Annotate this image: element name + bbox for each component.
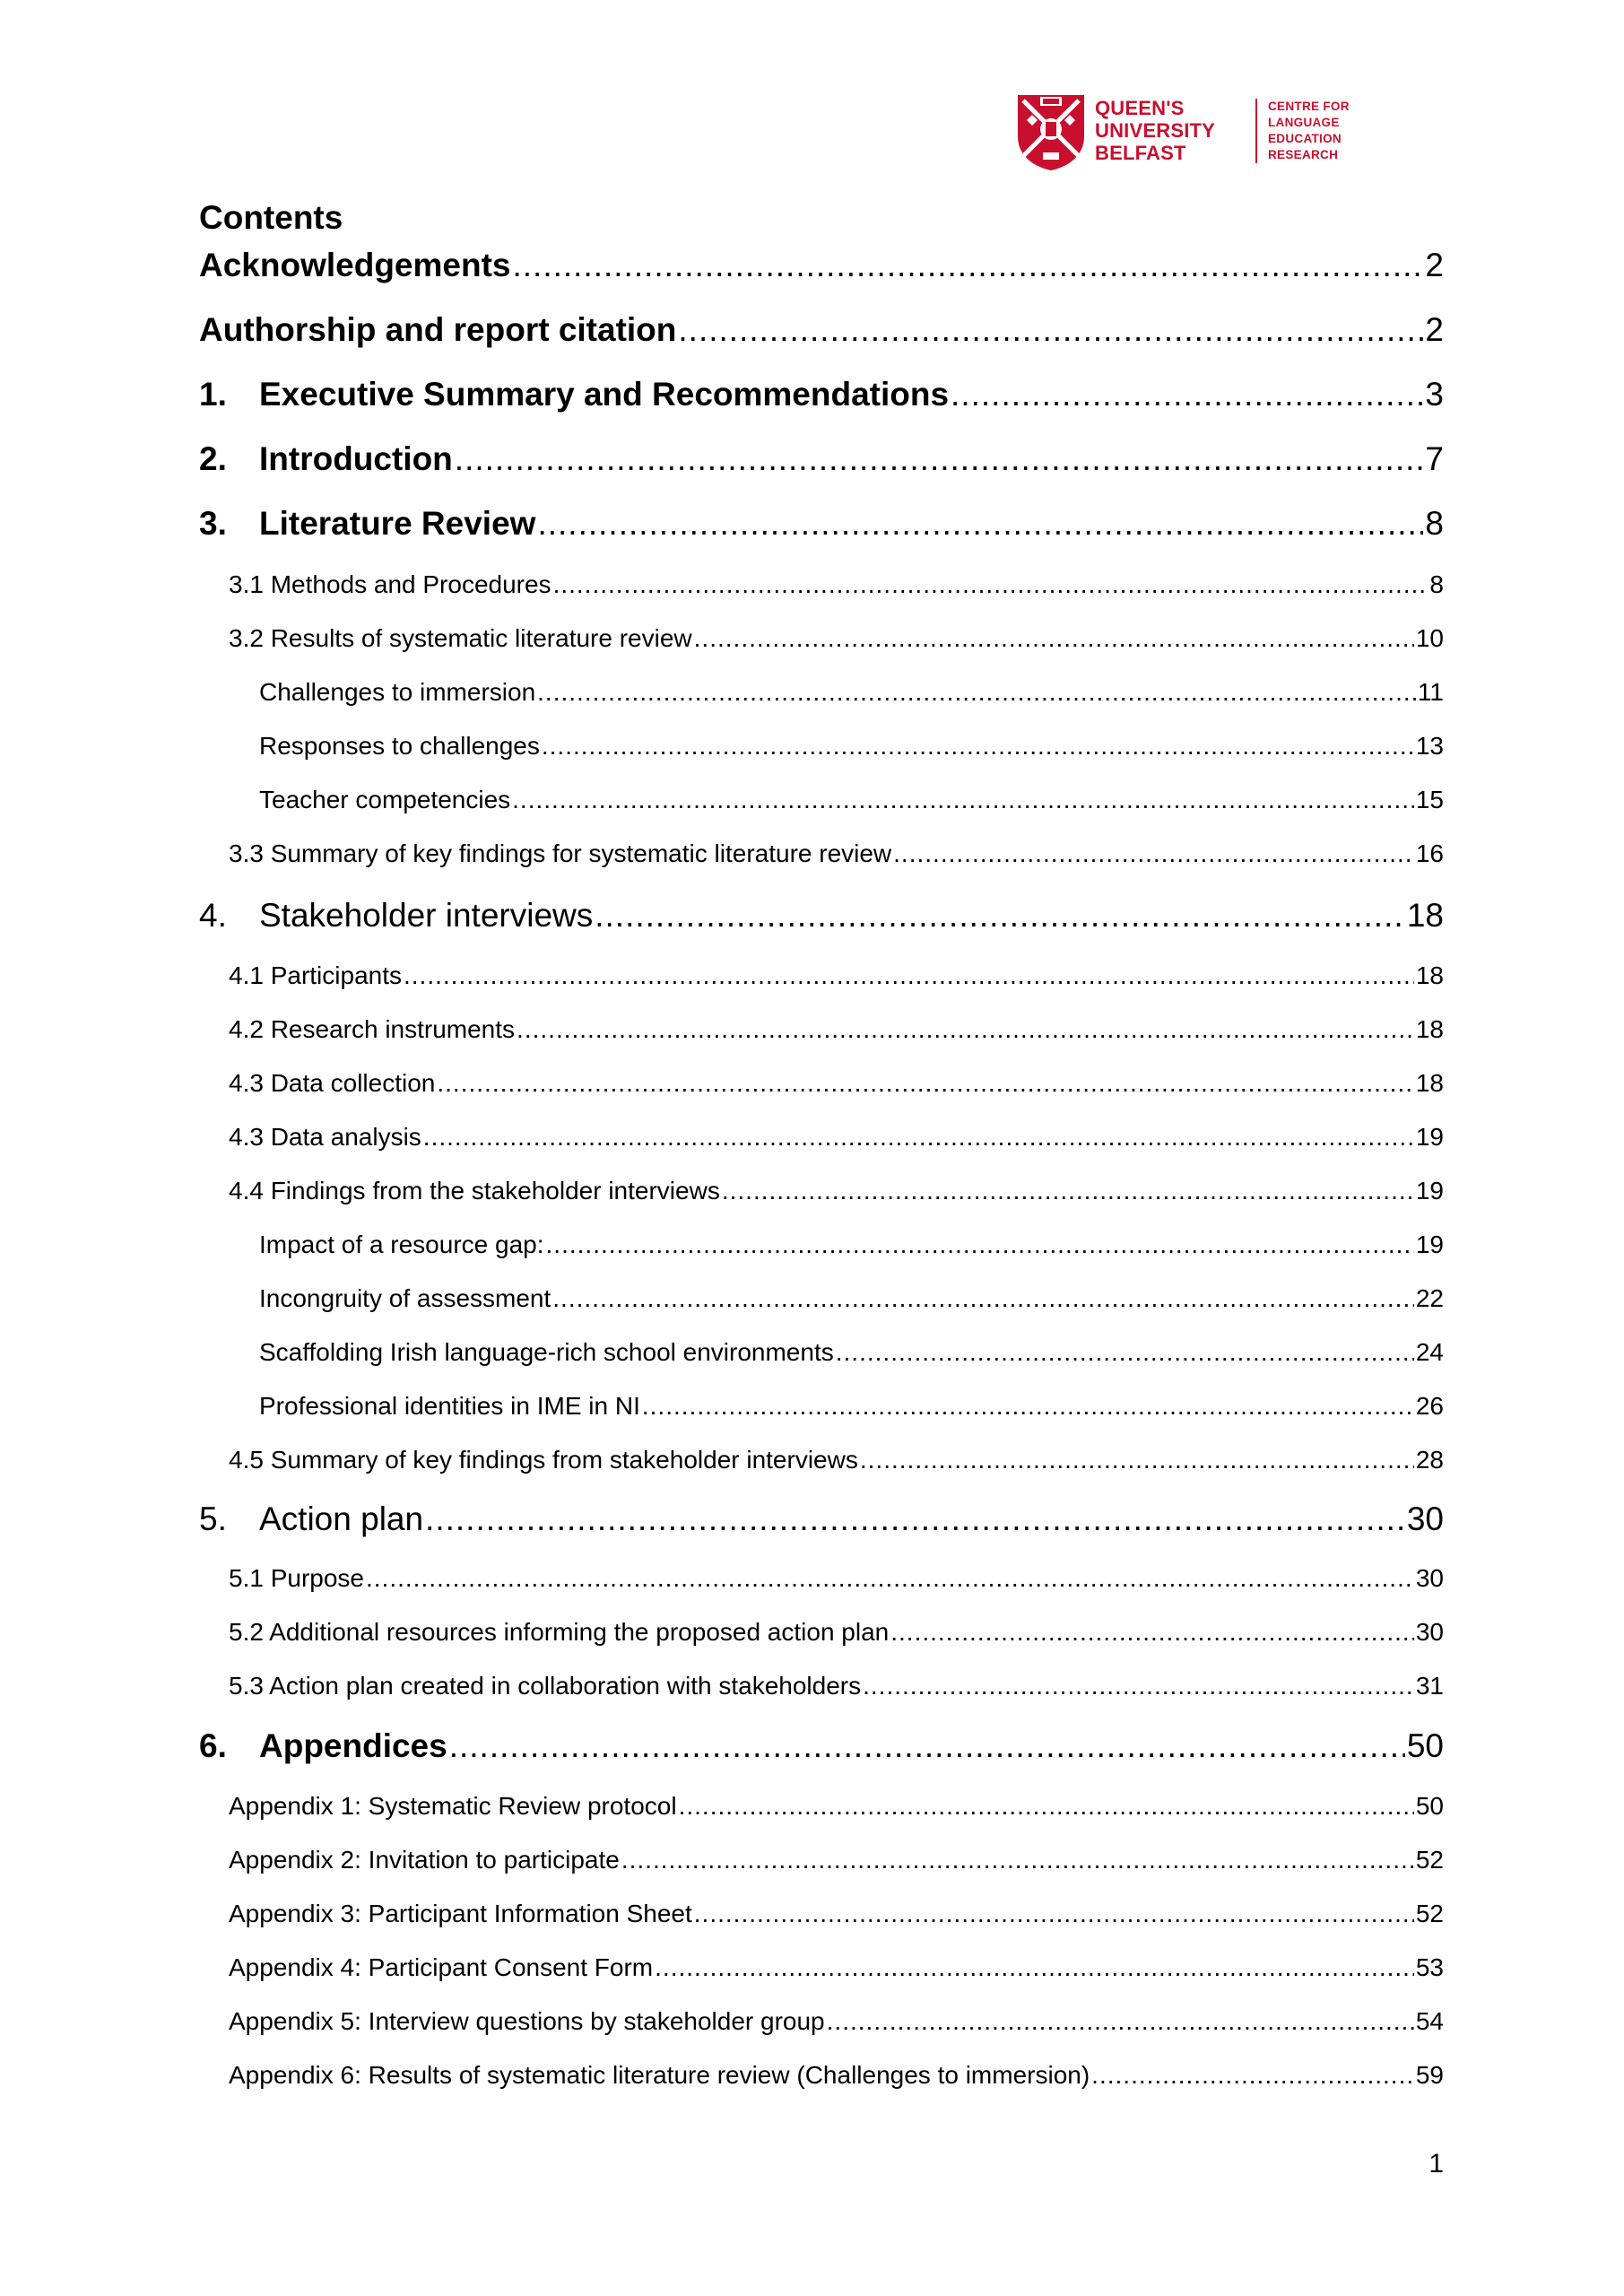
- toc-entry-page: 3: [1425, 376, 1444, 413]
- toc-entry-number: 5.: [199, 1500, 227, 1537]
- centre-line: LANGUAGE: [1268, 116, 1340, 129]
- toc-entry-label: Acknowledgements: [199, 247, 511, 283]
- toc-entry-label: 4.3 Data analysis: [229, 1123, 421, 1151]
- toc-entry-page: 30: [1415, 1618, 1444, 1646]
- toc-entry-introduction[interactable]: [199, 440, 1444, 478]
- toc-entry-page: 30: [1415, 1564, 1444, 1592]
- toc-entry-label: 3.2 Results of systematic literature review: [229, 624, 692, 652]
- toc-entry-acknowledgements[interactable]: [199, 247, 1444, 284]
- toc-entry-page: 28: [1415, 1446, 1444, 1474]
- toc-leader-dots: [655, 1953, 1414, 1982]
- toc-entry-label: Action plan: [259, 1500, 424, 1537]
- university-name: [1095, 97, 1215, 164]
- toc-leader-dots: [860, 1446, 1414, 1474]
- toc-entry-label: Scaffolding Irish language-rich school environments: [259, 1338, 834, 1366]
- toc-entry-page: 22: [1415, 1284, 1444, 1312]
- toc-leader-dots: [546, 1231, 1414, 1259]
- toc-entry-label: Appendix 6: Results of systematic literature review (Challenges to immersion): [229, 2061, 1090, 2089]
- toc-leader-dots: [890, 1618, 1414, 1647]
- toc-entry-action-plan[interactable]: [199, 1500, 1444, 1538]
- toc-entry-label: 4.1 Participants: [229, 961, 402, 989]
- toc-entry-number: 4.: [199, 897, 227, 934]
- contents-heading: Contents: [199, 199, 343, 236]
- toc-leader-dots: [893, 839, 1414, 868]
- toc-entry-summary-slr[interactable]: [229, 839, 1444, 868]
- toc-entry-page: 52: [1415, 1846, 1444, 1874]
- toc-leader-dots: [423, 1123, 1414, 1152]
- toc-entry-label: 3.1 Methods and Procedures: [229, 570, 551, 598]
- toc-leader-dots: [366, 1564, 1414, 1593]
- toc-entry-data-collection[interactable]: [229, 1069, 1444, 1098]
- toc-leader-dots: [437, 1069, 1413, 1098]
- toc-leader-dots: [621, 1846, 1414, 1874]
- toc-entry-page: 59: [1415, 2061, 1444, 2089]
- toc-entry-number: 3.: [199, 505, 227, 542]
- toc-entry-label: 4.4 Findings from the stakeholder interviews: [229, 1177, 720, 1205]
- toc-leader-dots: [595, 897, 1405, 935]
- centre-name: [1268, 99, 1350, 163]
- toc-entry-label: 4.5 Summary of key findings from stakeholder interviews: [229, 1446, 858, 1474]
- toc-entry-page: 30: [1406, 1500, 1444, 1537]
- toc-entry-participants[interactable]: [229, 961, 1444, 990]
- toc-entry-page: 8: [1429, 570, 1444, 598]
- toc-entry-label: 5.2 Additional resources informing the proposed action plan: [229, 1618, 890, 1646]
- toc-entry-executive-summary[interactable]: [199, 376, 1444, 413]
- university-line: UNIVERSITY: [1095, 119, 1216, 142]
- toc-entry-page: 19: [1415, 1177, 1444, 1205]
- toc-entry-page: 50: [1415, 1792, 1444, 1820]
- toc-entry-action-plan-collab[interactable]: [229, 1672, 1444, 1700]
- toc-entry-page: 15: [1415, 786, 1444, 813]
- toc-entry-page: 11: [1417, 678, 1444, 706]
- centre-line: CENTRE FOR: [1268, 100, 1350, 113]
- university-crest-icon: [1016, 93, 1086, 172]
- toc-leader-dots: [951, 376, 1423, 413]
- toc-entry-findings[interactable]: [229, 1177, 1444, 1205]
- toc-entry-page: 26: [1415, 1392, 1444, 1420]
- toc-entry-incongruity[interactable]: [259, 1284, 1444, 1313]
- logo-divider: [1255, 99, 1257, 163]
- toc-entry-page: 18: [1415, 961, 1444, 989]
- toc-entry-appendix-4[interactable]: [229, 1953, 1444, 1982]
- toc-entry-challenges[interactable]: [259, 678, 1444, 707]
- toc-leader-dots: [553, 570, 1429, 599]
- toc-entry-label: Introduction: [259, 440, 453, 477]
- toc-entry-number: 6.: [199, 1727, 227, 1764]
- toc-leader-dots: [537, 505, 1423, 543]
- toc-entry-page: 19: [1415, 1123, 1444, 1151]
- toc-entry-scaffolding[interactable]: [259, 1338, 1444, 1367]
- toc-entry-page: 2: [1425, 311, 1444, 348]
- toc-entry-page: 18: [1406, 897, 1444, 934]
- toc-entry-methods[interactable]: [229, 570, 1444, 599]
- toc-entry-label: Appendix 4: Participant Consent Form: [229, 1953, 654, 1981]
- toc-entry-label: Literature Review: [259, 505, 536, 542]
- toc-entry-label: Incongruity of assessment: [259, 1284, 551, 1312]
- toc-entry-label: 5.1 Purpose: [229, 1564, 364, 1592]
- toc-leader-dots: [694, 1900, 1414, 1928]
- toc-entry-label: Stakeholder interviews: [259, 897, 594, 934]
- toc-entry-appendix-1[interactable]: [229, 1792, 1444, 1821]
- toc-entry-page: 18: [1415, 1015, 1444, 1043]
- toc-entry-appendices[interactable]: [199, 1727, 1444, 1765]
- toc-leader-dots: [512, 247, 1423, 284]
- toc-entry-appendix-3[interactable]: [229, 1900, 1444, 1928]
- toc-entry-resource-gap[interactable]: [259, 1231, 1444, 1259]
- toc-entry-appendix-2[interactable]: [229, 1846, 1444, 1874]
- centre-line: RESEARCH: [1268, 148, 1339, 161]
- toc-entry-purpose[interactable]: [229, 1564, 1444, 1593]
- toc-entry-professional-identities[interactable]: [259, 1392, 1444, 1421]
- toc-entry-page: 54: [1415, 2007, 1444, 2035]
- toc-entry-label: 4.2 Research instruments: [229, 1015, 516, 1043]
- toc-entry-page: 10: [1415, 624, 1444, 652]
- toc-entry-label: Challenges to immersion: [259, 678, 536, 706]
- toc-leader-dots: [1091, 2061, 1414, 2090]
- toc-leader-dots: [537, 678, 1416, 707]
- qub-clear-logo: [1016, 93, 1357, 174]
- toc-entry-label: 5.3 Action plan created in collaboration with stakeholders: [229, 1672, 862, 1700]
- toc-entry-literature-review[interactable]: [199, 505, 1444, 543]
- toc-entry-teacher-competencies[interactable]: [259, 786, 1444, 814]
- toc-leader-dots: [694, 624, 1414, 653]
- toc-leader-dots: [722, 1177, 1414, 1205]
- toc-leader-dots: [552, 1284, 1414, 1313]
- toc-entry-page: 24: [1415, 1338, 1444, 1366]
- toc-entry-label: Executive Summary and Recommendations: [259, 376, 950, 413]
- university-line: BELFAST: [1095, 142, 1186, 164]
- toc-entry-label: 4.3 Data collection: [229, 1069, 436, 1097]
- toc-entry-data-analysis[interactable]: [229, 1123, 1444, 1152]
- toc-leader-dots: [836, 1338, 1414, 1367]
- toc-entry-label: Appendix 2: Invitation to participate: [229, 1846, 620, 1874]
- toc-entry-results-slr[interactable]: [229, 624, 1444, 653]
- toc-entry-page: 31: [1415, 1672, 1444, 1700]
- toc-entry-summary-interviews[interactable]: [229, 1446, 1444, 1474]
- centre-line: EDUCATION: [1268, 132, 1342, 145]
- toc-leader-dots: [517, 1015, 1414, 1044]
- toc-leader-dots: [678, 311, 1423, 349]
- toc-entry-research-instruments[interactable]: [229, 1015, 1444, 1044]
- toc-entry-label: Appendix 5: Interview questions by stakeholder group: [229, 2007, 825, 2035]
- toc-entry-label: Appendix 3: Participant Information Sheet: [229, 1900, 692, 1927]
- toc-entry-page: 8: [1425, 505, 1444, 542]
- toc-entry-appendix-5[interactable]: [229, 2007, 1444, 2036]
- toc-entry-label: Appendices: [259, 1727, 447, 1764]
- toc-entry-responses[interactable]: [259, 732, 1444, 761]
- toc-entry-page: 50: [1406, 1727, 1444, 1764]
- toc-entry-label: Teacher competencies: [259, 786, 511, 813]
- toc-entry-number: 1.: [199, 376, 227, 413]
- toc-entry-label: Impact of a resource gap:: [259, 1231, 544, 1258]
- toc-leader-dots: [512, 786, 1414, 814]
- toc-entry-number: 2.: [199, 440, 227, 477]
- toc-entry-label: Authorship and report citation: [199, 311, 677, 348]
- toc-entry-page: 16: [1415, 839, 1444, 867]
- toc-leader-dots: [449, 1727, 1405, 1765]
- toc-entry-page: 18: [1415, 1069, 1444, 1097]
- toc-entry-additional-resources[interactable]: [229, 1618, 1444, 1647]
- toc-entry-page: 7: [1425, 440, 1444, 477]
- university-line: QUEEN'S: [1095, 97, 1185, 119]
- toc-entry-page: 19: [1415, 1231, 1444, 1258]
- toc-entry-label: Responses to challenges: [259, 732, 540, 760]
- toc-entry-label: Professional identities in IME in NI: [259, 1392, 640, 1420]
- toc-leader-dots: [827, 2007, 1414, 2036]
- toc-leader-dots: [863, 1672, 1414, 1700]
- toc-entry-page: 52: [1415, 1900, 1444, 1927]
- toc-entry-label: 3.3 Summary of key findings for systematic literature review: [229, 839, 892, 867]
- toc-entry-stakeholder-interviews[interactable]: [199, 897, 1444, 935]
- toc-leader-dots: [542, 732, 1414, 761]
- toc-entry-page: 2: [1425, 247, 1444, 283]
- toc-leader-dots: [455, 440, 1424, 478]
- toc-entry-page: 13: [1415, 732, 1444, 760]
- page-number: 1: [1429, 2149, 1444, 2179]
- toc-entry-page: 53: [1415, 1953, 1444, 1981]
- toc-leader-dots: [425, 1500, 1405, 1538]
- toc-entry-authorship[interactable]: [199, 311, 1444, 349]
- toc-entry-label: Appendix 1: Systematic Review protocol: [229, 1792, 677, 1820]
- toc-leader-dots: [404, 961, 1414, 990]
- toc-leader-dots: [642, 1392, 1414, 1421]
- toc-entry-appendix-6[interactable]: [229, 2061, 1444, 2090]
- toc-leader-dots: [679, 1792, 1414, 1821]
